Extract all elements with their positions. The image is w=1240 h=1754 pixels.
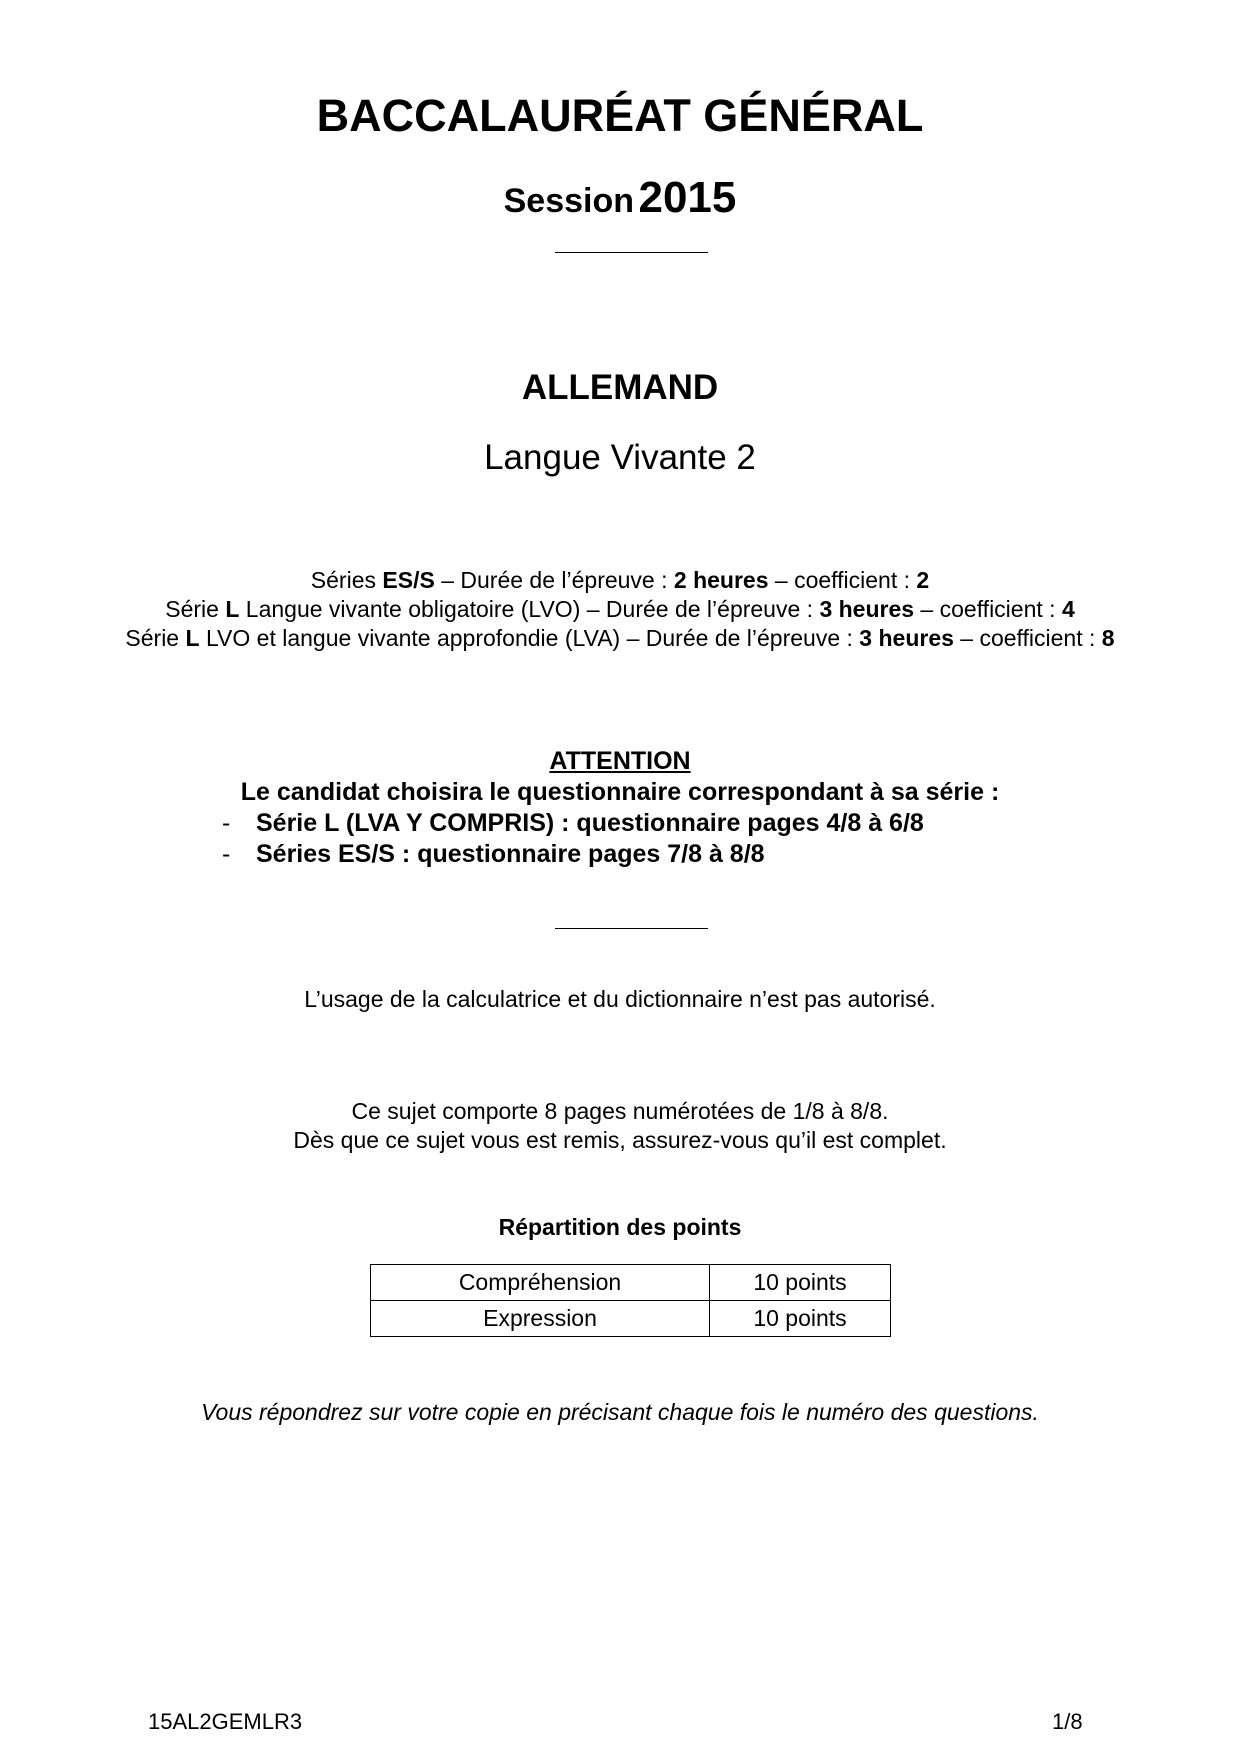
pages-info-line-1: Ce sujet comporte 8 pages numérotées de 1/8 à 8/8. <box>351 1098 889 1124</box>
footer-code: 15AL2GEMLR3 <box>148 1709 303 1734</box>
series-line-1 <box>0 566 1240 595</box>
session-line <box>0 172 1240 234</box>
points-label: Expression <box>371 1301 710 1337</box>
series-1-bold-a: ES/S <box>382 567 435 593</box>
series-1-text-b: – Durée de l’épreuve : <box>434 567 674 593</box>
points-value: 10 points <box>710 1301 891 1337</box>
bullet-dash: - <box>222 809 231 837</box>
divider-middle <box>555 928 708 929</box>
series-block <box>0 566 1240 653</box>
series-2-text-a: Série <box>165 596 226 622</box>
points-label: Compréhension <box>371 1265 710 1301</box>
points-table <box>370 1264 891 1337</box>
series-line-2 <box>0 595 1240 624</box>
series-1-bold-c: 2 <box>916 567 930 593</box>
attention-block <box>0 746 1240 808</box>
subject-level: Langue Vivante 2 <box>484 438 756 477</box>
series-2-bold-c: 4 <box>1061 596 1075 622</box>
points-value: 10 points <box>710 1265 891 1301</box>
series-3-bold-a: L <box>185 625 200 651</box>
series-1-bold-b: 2 heures <box>673 567 769 593</box>
document-title: BACCALAURÉAT GÉNÉRAL <box>316 90 924 141</box>
subject-name: ALLEMAND <box>521 368 719 407</box>
attention-title: ATTENTION <box>549 747 691 775</box>
session-label: Session <box>503 182 635 220</box>
series-2-text-b: Langue vivante obligatoire (LVO) – Durée de l’épreuve : <box>239 596 820 622</box>
bullet-text: Série L (LVA Y COMPRIS) : questionnaire pages 4/8 à 6/8 <box>256 809 924 837</box>
pages-info <box>0 1097 1240 1155</box>
usage-notice: L’usage de la calculatrice et du dictionnaire n’est pas autorisé. <box>304 986 936 1012</box>
points-title: Répartition des points <box>498 1214 742 1240</box>
table-row <box>371 1301 891 1337</box>
series-3-bold-c: 8 <box>1101 625 1115 651</box>
bullet-text: Séries ES/S : questionnaire pages 7/8 à 8/8 <box>256 840 765 868</box>
session-year: 2015 <box>638 173 737 222</box>
attention-subtitle: Le candidat choisira le questionnaire correspondant à sa série : <box>240 778 1000 806</box>
footer-page-number: 1/8 <box>1052 1709 1083 1734</box>
series-3-text-b: LVO et langue vivante approfondie (LVA) – Durée de l’épreuve : <box>199 625 860 651</box>
bullet-dash: - <box>222 840 231 868</box>
pages-info-line-2: Dès que ce sujet vous est remis, assurez-vous qu’il est complet. <box>293 1127 947 1153</box>
series-3-text-a: Série <box>125 625 186 651</box>
series-3-bold-b: 3 heures <box>859 625 954 651</box>
series-3-text-c: – coefficient : <box>953 625 1102 651</box>
series-1-text-c: – coefficient : <box>768 567 917 593</box>
table-row <box>371 1265 891 1301</box>
series-line-3 <box>0 624 1240 653</box>
series-2-bold-b: 3 heures <box>819 596 915 622</box>
series-1-text-a: Séries <box>310 567 383 593</box>
series-2-bold-a: L <box>225 596 240 622</box>
series-2-text-c: – coefficient : <box>914 596 1062 622</box>
answer-instruction: Vous répondrez sur votre copie en précisant chaque fois le numéro des questions. <box>201 1399 1039 1425</box>
divider-top <box>555 252 708 253</box>
